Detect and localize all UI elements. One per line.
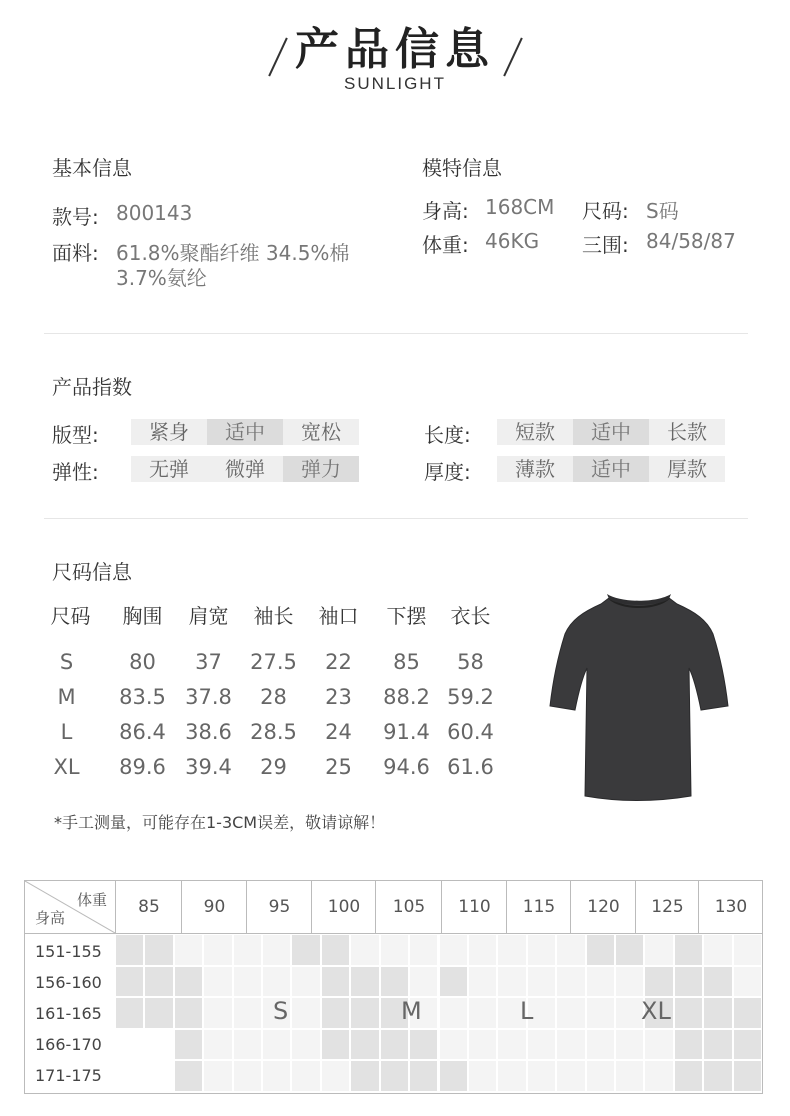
grid-cell bbox=[291, 966, 320, 998]
grid-cell bbox=[380, 1060, 409, 1092]
grid-cell bbox=[497, 1029, 526, 1061]
grid-cell bbox=[556, 1060, 585, 1092]
grid-cell bbox=[174, 934, 203, 966]
grid-size-label: S bbox=[273, 997, 289, 1025]
grid-cell bbox=[321, 934, 350, 966]
grid-cell bbox=[350, 1029, 379, 1061]
grid-cell bbox=[409, 966, 438, 998]
grid-cell bbox=[380, 934, 409, 966]
grid-cell bbox=[439, 1029, 468, 1061]
index-label-elasticity: 弹性: bbox=[52, 460, 99, 484]
size-table-cell: 37.8 bbox=[185, 685, 232, 709]
model-height-value: 168CM bbox=[485, 195, 555, 219]
grid-cell bbox=[615, 997, 644, 1029]
grid-cell bbox=[174, 1029, 203, 1061]
grid-cell bbox=[233, 934, 262, 966]
index-option: 无弹 bbox=[131, 456, 207, 482]
index-bar-thickness bbox=[497, 456, 725, 482]
size-table-cell: 25 bbox=[325, 755, 352, 779]
grid-cell bbox=[203, 966, 232, 998]
model-size-label: 尺码: bbox=[582, 199, 629, 223]
grid-cell bbox=[468, 966, 497, 998]
grid-cell bbox=[115, 997, 144, 1029]
weight-header: 115 bbox=[506, 881, 571, 933]
grid-cell bbox=[586, 1060, 615, 1092]
grid-cell bbox=[144, 934, 173, 966]
grid-cell bbox=[556, 1029, 585, 1061]
size-table-cell: L bbox=[60, 720, 73, 744]
grid-cell bbox=[439, 997, 468, 1029]
section-divider bbox=[44, 333, 748, 334]
grid-cell bbox=[203, 997, 232, 1029]
model-info-title: 模特信息 bbox=[422, 156, 502, 180]
grid-cell bbox=[674, 934, 703, 966]
grid-cell bbox=[615, 1060, 644, 1092]
section-divider bbox=[44, 518, 748, 519]
size-table-cell: 37 bbox=[195, 650, 222, 674]
index-option: 紧身 bbox=[131, 419, 207, 445]
size-table-cell: 86.4 bbox=[119, 720, 166, 744]
grid-cell bbox=[115, 1060, 144, 1092]
grid-cell bbox=[703, 1060, 732, 1092]
grid-cell bbox=[233, 997, 262, 1029]
grid-cell bbox=[674, 1060, 703, 1092]
size-table-cell: 24 bbox=[325, 720, 352, 744]
model-size-value: S码 bbox=[646, 199, 679, 223]
grid-cell bbox=[497, 934, 526, 966]
grid-cell bbox=[321, 997, 350, 1029]
corner-height-label: 身高 bbox=[35, 909, 66, 927]
model-height-label: 身高: bbox=[422, 199, 469, 223]
grid-cell bbox=[409, 1029, 438, 1061]
grid-cell bbox=[233, 1060, 262, 1092]
height-row-label: 171-175 bbox=[35, 1066, 102, 1085]
grid-cell bbox=[144, 997, 173, 1029]
index-bar-length bbox=[497, 419, 725, 445]
index-option: 短款 bbox=[497, 419, 573, 445]
size-table-cell: 38.6 bbox=[185, 720, 232, 744]
grid-cell bbox=[644, 934, 673, 966]
grid-cell bbox=[174, 1060, 203, 1092]
fabric-value-line1: 61.8%聚酯纤维 34.5%棉 bbox=[116, 241, 350, 265]
index-option: 适中 bbox=[573, 419, 649, 445]
size-table-cell: 89.6 bbox=[119, 755, 166, 779]
tshirt-image bbox=[545, 590, 735, 805]
grid-cell bbox=[321, 1029, 350, 1061]
grid-cell bbox=[674, 1029, 703, 1061]
grid-cell bbox=[733, 997, 762, 1029]
weight-header: 120 bbox=[570, 881, 636, 933]
index-option: 厚款 bbox=[649, 456, 725, 482]
size-table-header: 肩宽 bbox=[188, 604, 229, 628]
grid-cell bbox=[527, 966, 556, 998]
page-title: 产品信息 bbox=[295, 24, 495, 75]
grid-cell bbox=[115, 934, 144, 966]
grid-cell bbox=[380, 1029, 409, 1061]
grid-cell bbox=[644, 1029, 673, 1061]
grid-cell bbox=[586, 997, 615, 1029]
size-table-cell: 27.5 bbox=[250, 650, 297, 674]
size-table-cell: 83.5 bbox=[119, 685, 166, 709]
size-table-cell: 28.5 bbox=[250, 720, 297, 744]
grid-cell bbox=[203, 934, 232, 966]
grid-cell bbox=[439, 934, 468, 966]
size-table-cell: 85 bbox=[393, 650, 420, 674]
style-no-label: 款号: bbox=[52, 205, 99, 229]
grid-size-label: L bbox=[520, 997, 534, 1025]
index-option: 适中 bbox=[573, 456, 649, 482]
grid-cell bbox=[644, 966, 673, 998]
grid-cell bbox=[733, 1060, 762, 1092]
grid-cell bbox=[586, 1029, 615, 1061]
grid-cell bbox=[203, 1060, 232, 1092]
size-table-header: 尺码 bbox=[50, 604, 91, 628]
grid-cell bbox=[703, 997, 732, 1029]
grid-cell bbox=[144, 1029, 173, 1061]
index-option: 弹力 bbox=[283, 456, 359, 482]
index-option: 薄款 bbox=[497, 456, 573, 482]
index-option: 适中 bbox=[207, 419, 283, 445]
grid-cell bbox=[350, 1060, 379, 1092]
grid-cell bbox=[497, 1060, 526, 1092]
fabric-value-line2: 3.7%氨纶 bbox=[116, 266, 207, 290]
index-option: 微弹 bbox=[207, 456, 283, 482]
grid-cell bbox=[703, 934, 732, 966]
size-table bbox=[38, 600, 508, 790]
model-measure-label: 三围: bbox=[582, 233, 629, 257]
grid-cell bbox=[262, 934, 291, 966]
size-fit-grid bbox=[24, 880, 763, 1094]
grid-cell bbox=[615, 1029, 644, 1061]
size-table-cell: 29 bbox=[260, 755, 287, 779]
grid-cell bbox=[733, 934, 762, 966]
grid-cell bbox=[262, 966, 291, 998]
grid-cell bbox=[233, 1029, 262, 1061]
weight-header: 100 bbox=[311, 881, 376, 933]
grid-size-label: M bbox=[401, 997, 422, 1025]
size-table-cell: 94.6 bbox=[383, 755, 430, 779]
size-table-header: 袖长 bbox=[253, 604, 294, 628]
grid-cell bbox=[527, 1060, 556, 1092]
weight-header: 130 bbox=[698, 881, 763, 933]
grid-cell bbox=[586, 966, 615, 998]
grid-cell bbox=[615, 934, 644, 966]
index-label-fit: 版型: bbox=[52, 423, 99, 447]
grid-cell bbox=[497, 966, 526, 998]
height-row-label: 166-170 bbox=[35, 1035, 102, 1054]
size-table-header: 胸围 bbox=[122, 604, 163, 628]
height-row-label: 151-155 bbox=[35, 942, 102, 961]
grid-cell bbox=[144, 966, 173, 998]
grid-cell bbox=[321, 1060, 350, 1092]
size-table-cell: 23 bbox=[325, 685, 352, 709]
weight-header: 125 bbox=[635, 881, 699, 933]
index-option: 长款 bbox=[649, 419, 725, 445]
size-table-cell: M bbox=[57, 685, 76, 709]
grid-cell bbox=[586, 934, 615, 966]
grid-cell bbox=[703, 966, 732, 998]
model-measure-value: 84/58/87 bbox=[646, 229, 736, 253]
grid-cell bbox=[674, 997, 703, 1029]
size-table-cell: 22 bbox=[325, 650, 352, 674]
size-table-cell: 60.4 bbox=[447, 720, 494, 744]
size-table-cell: 80 bbox=[129, 650, 156, 674]
grid-cell bbox=[439, 966, 468, 998]
grid-cell bbox=[144, 1060, 173, 1092]
grid-cell bbox=[556, 934, 585, 966]
index-option: 宽松 bbox=[283, 419, 359, 445]
weight-header: 105 bbox=[375, 881, 442, 933]
grid-cell bbox=[115, 1029, 144, 1061]
grid-cell bbox=[556, 966, 585, 998]
grid-cell bbox=[468, 997, 497, 1029]
page-subtitle: SUNLIGHT bbox=[344, 74, 446, 93]
index-label-thickness: 厚度: bbox=[424, 460, 471, 484]
weight-header: 90 bbox=[181, 881, 247, 933]
size-table-header: 下摆 bbox=[386, 604, 427, 628]
grid-cell bbox=[439, 1060, 468, 1092]
fabric-label: 面料: bbox=[52, 241, 99, 265]
basic-info-title: 基本信息 bbox=[52, 156, 132, 180]
grid-cell bbox=[409, 1060, 438, 1092]
weight-header: 110 bbox=[441, 881, 507, 933]
grid-cell bbox=[350, 934, 379, 966]
style-no-value: 800143 bbox=[116, 201, 193, 225]
grid-cell bbox=[233, 966, 262, 998]
size-table-cell: 61.6 bbox=[447, 755, 494, 779]
model-weight-label: 体重: bbox=[422, 233, 469, 257]
grid-cell bbox=[556, 997, 585, 1029]
grid-cell bbox=[468, 1029, 497, 1061]
size-table-cell: XL bbox=[53, 755, 80, 779]
grid-cell bbox=[409, 934, 438, 966]
size-table-cell: 91.4 bbox=[383, 720, 430, 744]
grid-cell bbox=[527, 934, 556, 966]
grid-cell bbox=[527, 1029, 556, 1061]
grid-cell bbox=[174, 966, 203, 998]
grid-cell bbox=[733, 1029, 762, 1061]
grid-cell bbox=[468, 1060, 497, 1092]
grid-cell bbox=[615, 966, 644, 998]
grid-cell bbox=[674, 966, 703, 998]
weight-header: 95 bbox=[246, 881, 312, 933]
grid-size-label: XL bbox=[641, 997, 671, 1025]
grid-cell bbox=[350, 997, 379, 1029]
size-table-cell: 59.2 bbox=[447, 685, 494, 709]
size-table-cell: 88.2 bbox=[383, 685, 430, 709]
size-info-title: 尺码信息 bbox=[52, 560, 132, 584]
measurement-note: *手工测量，可能存在1-3CM误差，敬请谅解！ bbox=[54, 813, 386, 832]
index-bar-elasticity bbox=[131, 456, 359, 482]
grid-cell bbox=[262, 1029, 291, 1061]
grid-cell bbox=[291, 997, 320, 1029]
grid-cell bbox=[380, 966, 409, 998]
index-label-length: 长度: bbox=[424, 423, 471, 447]
grid-cell bbox=[174, 997, 203, 1029]
size-table-cell: 39.4 bbox=[185, 755, 232, 779]
grid-cell bbox=[115, 966, 144, 998]
grid-cell bbox=[350, 966, 379, 998]
size-table-cell: 28 bbox=[260, 685, 287, 709]
grid-cell bbox=[644, 1060, 673, 1092]
grid-cell bbox=[291, 1060, 320, 1092]
grid-cell bbox=[262, 1060, 291, 1092]
grid-cell bbox=[703, 1029, 732, 1061]
size-table-header: 袖口 bbox=[318, 604, 359, 628]
grid-cell bbox=[321, 966, 350, 998]
corner-weight-label: 体重 bbox=[77, 891, 108, 909]
size-table-header: 衣长 bbox=[450, 604, 491, 628]
grid-cell bbox=[203, 1029, 232, 1061]
grid-cell bbox=[468, 934, 497, 966]
size-table-cell: 58 bbox=[457, 650, 484, 674]
index-bar-fit bbox=[131, 419, 359, 445]
grid-cell bbox=[291, 934, 320, 966]
height-row-label: 161-165 bbox=[35, 1004, 102, 1023]
grid-cell bbox=[733, 966, 762, 998]
size-table-cell: S bbox=[59, 650, 74, 674]
height-row-label: 156-160 bbox=[35, 973, 102, 992]
grid-cell bbox=[291, 1029, 320, 1061]
product-index-title: 产品指数 bbox=[52, 375, 132, 399]
weight-header: 85 bbox=[115, 881, 182, 933]
model-weight-value: 46KG bbox=[485, 229, 540, 253]
